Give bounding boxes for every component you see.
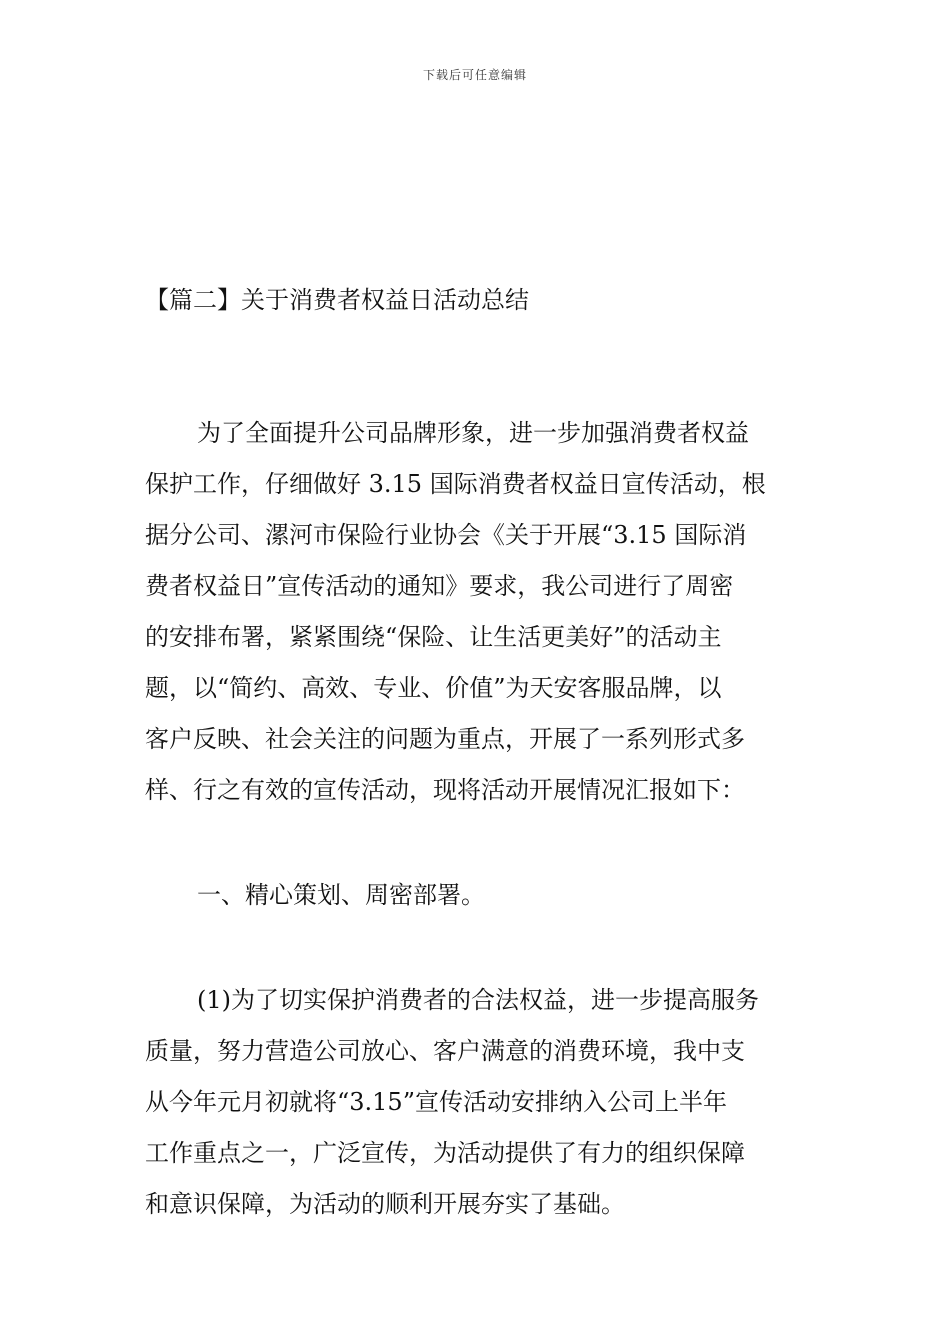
paragraph-line: 样、行之有效的宣传活动，现将活动开展情况汇报如下：: [145, 776, 745, 804]
paragraph-line: 的安排布署，紧紧围绕“保险、让生活更美好”的活动主: [145, 623, 722, 651]
paragraph-line: 质量，努力营造公司放心、客户满意的消费环境，我中支: [145, 1037, 745, 1065]
paragraph-line: 保护工作，仔细做好 3.15 国际消费者权益日宣传活动，根: [145, 470, 766, 498]
paragraph-line: (1)为了切实保护消费者的合法权益，进一步提高服务: [197, 986, 759, 1014]
paragraph-line: 从今年元月初就将“3.15”宣传活动安排纳入公司上半年: [145, 1088, 727, 1116]
document-title: 【篇二】关于消费者权益日活动总结: [145, 286, 529, 314]
page-header-note: 下载后可任意编辑: [422, 68, 527, 82]
paragraph-line: 据分公司、漯河市保险行业协会《关于开展“3.15 国际消: [145, 521, 747, 549]
paragraph-line: 和意识保障，为活动的顺利开展夯实了基础。: [145, 1190, 625, 1218]
document-body: [145, 280, 805, 1230]
paragraph-line: 客户反映、社会关注的问题为重点，开展了一系列形式多: [145, 725, 745, 753]
paragraph-line: 题，以“简约、高效、专业、价值”为天安客服品牌，以: [145, 674, 722, 702]
paragraph-line: 费者权益日”宣传活动的通知》要求，我公司进行了周密: [145, 572, 734, 600]
paragraph-2: [145, 975, 805, 1230]
paragraph-line: 为了全面提升公司品牌形象，进一步加强消费者权益: [197, 419, 749, 447]
paragraph-line: 工作重点之一，广泛宣传，为活动提供了有力的组织保障: [145, 1139, 745, 1167]
section-heading: 一、精心策划、周密部署。: [197, 881, 485, 909]
paragraph-1: [145, 408, 805, 816]
